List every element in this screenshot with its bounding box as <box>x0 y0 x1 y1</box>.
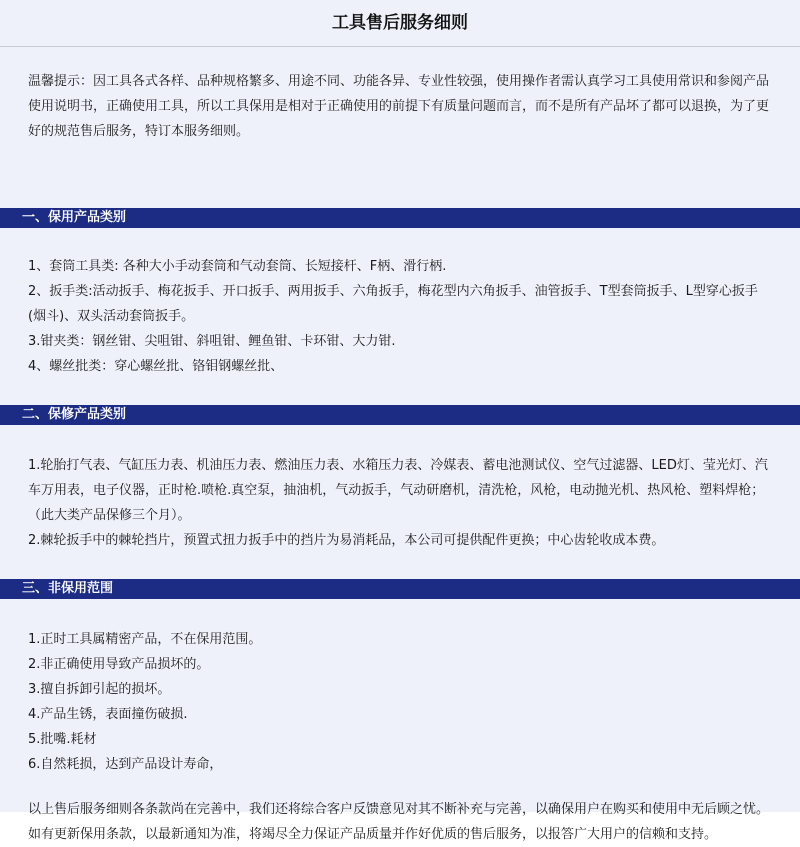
list-item: 4.产品生锈，表面撞伤破损. <box>28 707 188 722</box>
list-item: 5.批嘴.耗材 <box>28 732 97 747</box>
section-heading-non-warranty-scope: 三、非保用范围 <box>0 579 800 599</box>
section-heading-repair-categories: 二、保修产品类别 <box>0 405 800 425</box>
list-item: 6.自然耗损，达到产品设计寿命， <box>28 757 223 772</box>
list-item: 2.棘轮扳手中的棘轮挡片，预置式扭力扳手中的挡片为易消耗品，本公司可提供配件更换；中心齿轮收成本费。 <box>28 533 665 548</box>
list-item: 1、套筒工具类: 各种大小手动套筒和气动套筒、长短接杆、F柄、滑行柄. <box>28 259 447 274</box>
page-title: 工具售后服务细则 <box>332 13 468 33</box>
section-heading-warranty-categories: 一、保用产品类别 <box>0 208 800 228</box>
list-item: 3.钳夹类：钢丝钳、尖咀钳、斜咀钳、鲤鱼钳、卡环钳、大力钳. <box>28 334 396 349</box>
intro-paragraph: 温馨提示：因工具各式各样、品种规格繁多、用途不同、功能各异、专业性较强，使用操作者需认真学习工具使用常识和参阅产品使用说明书，正确使用工具，所以工具保用是相对于正确使用的前提下有质量问题而言，而不是所有产品坏了都可以退换，为了更好的规范售后服务，特订本服务细则。 <box>28 74 770 139</box>
list-item: 2、扳手类:活动扳手、梅花扳手、开口扳手、两用扳手、六角扳手，梅花型内六角扳手、油管扳手、T型套筒扳手、L型穿心扳手(烟斗)、双头活动套筒扳手。 <box>28 284 758 324</box>
closing-paragraph: 以上售后服务细则各条款尚在完善中，我们还将综合客户反馈意见对其不断补充与完善，以确保用户在购买和使用中无后顾之忧。如有更新保用条款，以最新通知为准，将竭尽全力保证产品质量并作好优质的售后服务，以报答广大用户的信赖和支持。 <box>28 802 770 842</box>
list-item: 1.正时工具属精密产品，不在保用范围。 <box>28 632 262 647</box>
list-item: 4、螺丝批类：穿心螺丝批、铬钼钢螺丝批、 <box>28 359 284 374</box>
list-item: 1.轮胎打气表、气缸压力表、机油压力表、燃油压力表、水箱压力表、冷媒表、蓄电池测试仪、空气过滤器、LED灯、莹光灯、汽车万用表，电子仪器，正时枪.喷枪.真空泵，抽油机，气动扳手，气动研磨机，清洗枪，风枪，电动抛光机、热风枪、塑料焊枪；（此大类产品保修三个月）。 <box>28 458 768 523</box>
section-warranty-categories <box>0 254 800 379</box>
section-repair-categories <box>0 453 800 553</box>
list-item: 3.擅自拆卸引起的损坏。 <box>28 682 171 697</box>
section-non-warranty-scope <box>0 627 800 777</box>
list-item: 2.非正确使用导致产品损坏的。 <box>28 657 210 672</box>
